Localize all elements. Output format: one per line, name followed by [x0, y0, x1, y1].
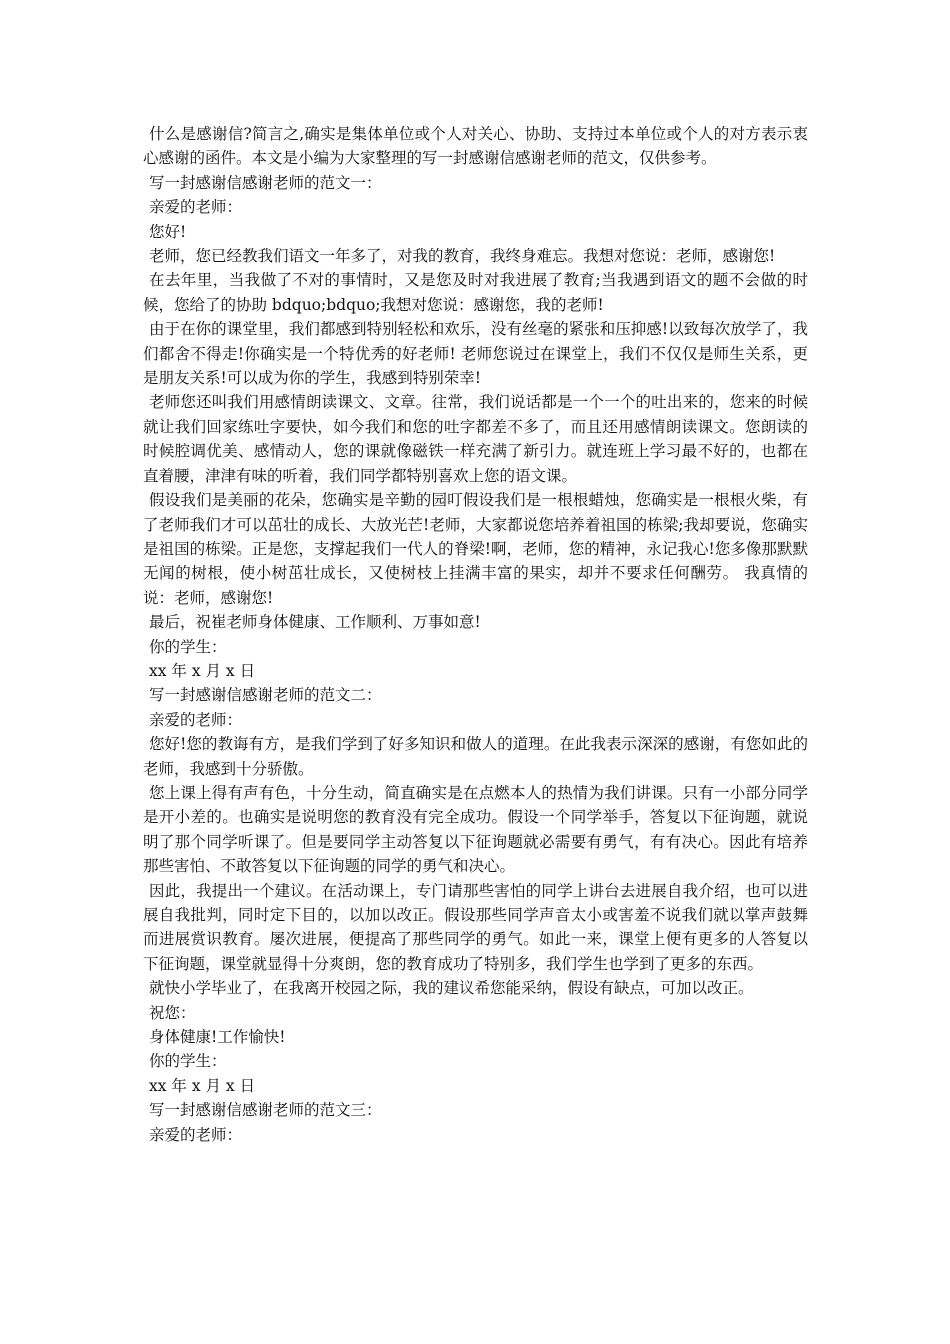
greeting: 您好!	[149, 222, 187, 241]
date-line: xx 年 x 月 x 日	[149, 1076, 256, 1095]
body-paragraph: 就快小学毕业了，在我离开校园之际，我的建议希您能采纳，假设有缺点，可加以改正。	[149, 979, 754, 998]
signature: 你的学生：	[149, 1052, 227, 1071]
body-paragraph: 老师，您已经教我们语文一年多了，对我的教育，我终身难忘。我想对您说：老师，感谢您!	[149, 247, 776, 266]
body-paragraph: 由于在你的课堂里，我们都感到特别轻松和欢乐，没有丝毫的紧张和压抑感!以致每次放学了，我们都舍不得走!你确实是一个特优秀的好老师! 老师您说过在课堂上，我们不仅仅是师生关系，更是朋友关系!可以成为你的学生，我感到特别荣幸!	[143, 320, 808, 388]
salutation: 亲爱的老师：	[149, 198, 243, 217]
signature: 你的学生：	[149, 637, 227, 656]
sample-one-heading: 写一封感谢信感谢老师的范文一：	[149, 173, 382, 192]
body-paragraph: 假设我们是美丽的花朵，您确实是辛勤的园叮假设我们是一根根蜡烛，您确实是一根根火柴，有了老师我们才可以茁壮的成长、大放光芒!老师，大家都说您培养着祖国的栋梁;我却要说，您确实是祖国的栋梁。正是您，支撑起我们一代人的脊梁!啊，老师，您的精神，永记我心!您多像那默默无闻的树根，使小树茁壮成长，又使树枝上挂满丰富的果实，却并不要求任何酬劳。 我真情的说：老师，感谢您!	[143, 491, 808, 607]
salutation: 亲爱的老师：	[149, 1125, 243, 1144]
body-paragraph: 因此，我提出一个建议。在活动课上，专门请那些害怕的同学上讲台去进展自我介绍，也可以进展自我批判，同时定下目的，以加以改正。假设那些同学声音太小或害羞不说我们就以掌声鼓舞而进展赏识教育。屡次进展，便提高了那些同学的勇气。如此一来，课堂上便有更多的人答复以下征询题，课堂就显得十分爽朗，您的教育成功了特别多，我们学生也学到了更多的东西。	[143, 881, 808, 973]
body-paragraph: 在去年里，当我做了不对的事情时，又是您及时对我进展了教育;当我遇到语文的题不会做的时候，您给了的协助 bdquo;bdquo;我想对您说：感谢您，我的老师!	[143, 271, 808, 314]
closing-wish: 最后，祝崔老师身体健康、工作顺利、万事如意!	[149, 613, 481, 632]
sample-three-heading: 写一封感谢信感谢老师的范文三：	[149, 1101, 382, 1120]
closing-wish: 祝您：	[149, 1003, 196, 1022]
body-paragraph: 您上课上得有声有色，十分生动，简直确实是在点燃本人的热情为我们讲课。只有一小部分同学是开小差的。也确实是说明您的教育没有完全成功。假设一个同学举手，答复以下征询题，就说明了那个同学听课了。但是要同学主动答复以下征询题就必需要有勇气，有有决心。因此有培养那些害怕、不敢答复以下征询题的同学的勇气和决心。	[143, 783, 808, 876]
intro-paragraph: 什么是感谢信?简言之,确实是集体单位或个人对关心、协助、支持过本单位或个人的对方表示衷心感谢的函件。本文是小编为大家整理的写一封感谢信感谢老师的范文，仅供参考。	[143, 125, 808, 168]
salutation: 亲爱的老师：	[149, 710, 243, 729]
sample-two-heading: 写一封感谢信感谢老师的范文二：	[149, 686, 382, 705]
closing-wish: 身体健康!工作愉快!	[149, 1028, 286, 1047]
document-body	[143, 122, 808, 1147]
body-paragraph: 老师您还叫我们用感情朗读课文、文章。往常，我们说话都是一个一个的吐出来的，您来的时候就让我们回家练吐字要快，如今我们和您的吐字都差不多了，而且还用感情朗读课文。您朗读的时候腔调优美、感情动人，您的课就像磁铁一样充满了新引力。就连班上学习最不好的，也都在直着腰，津津有味的听着，我们同学都特别喜欢上您的语文课。	[143, 393, 808, 485]
date-line: xx 年 x 月 x 日	[149, 661, 256, 680]
body-paragraph: 您好!您的教诲有方，是我们学到了好多知识和做人的道理。在此我表示深深的感谢，有您如此的老师，我感到十分骄傲。	[143, 735, 808, 778]
